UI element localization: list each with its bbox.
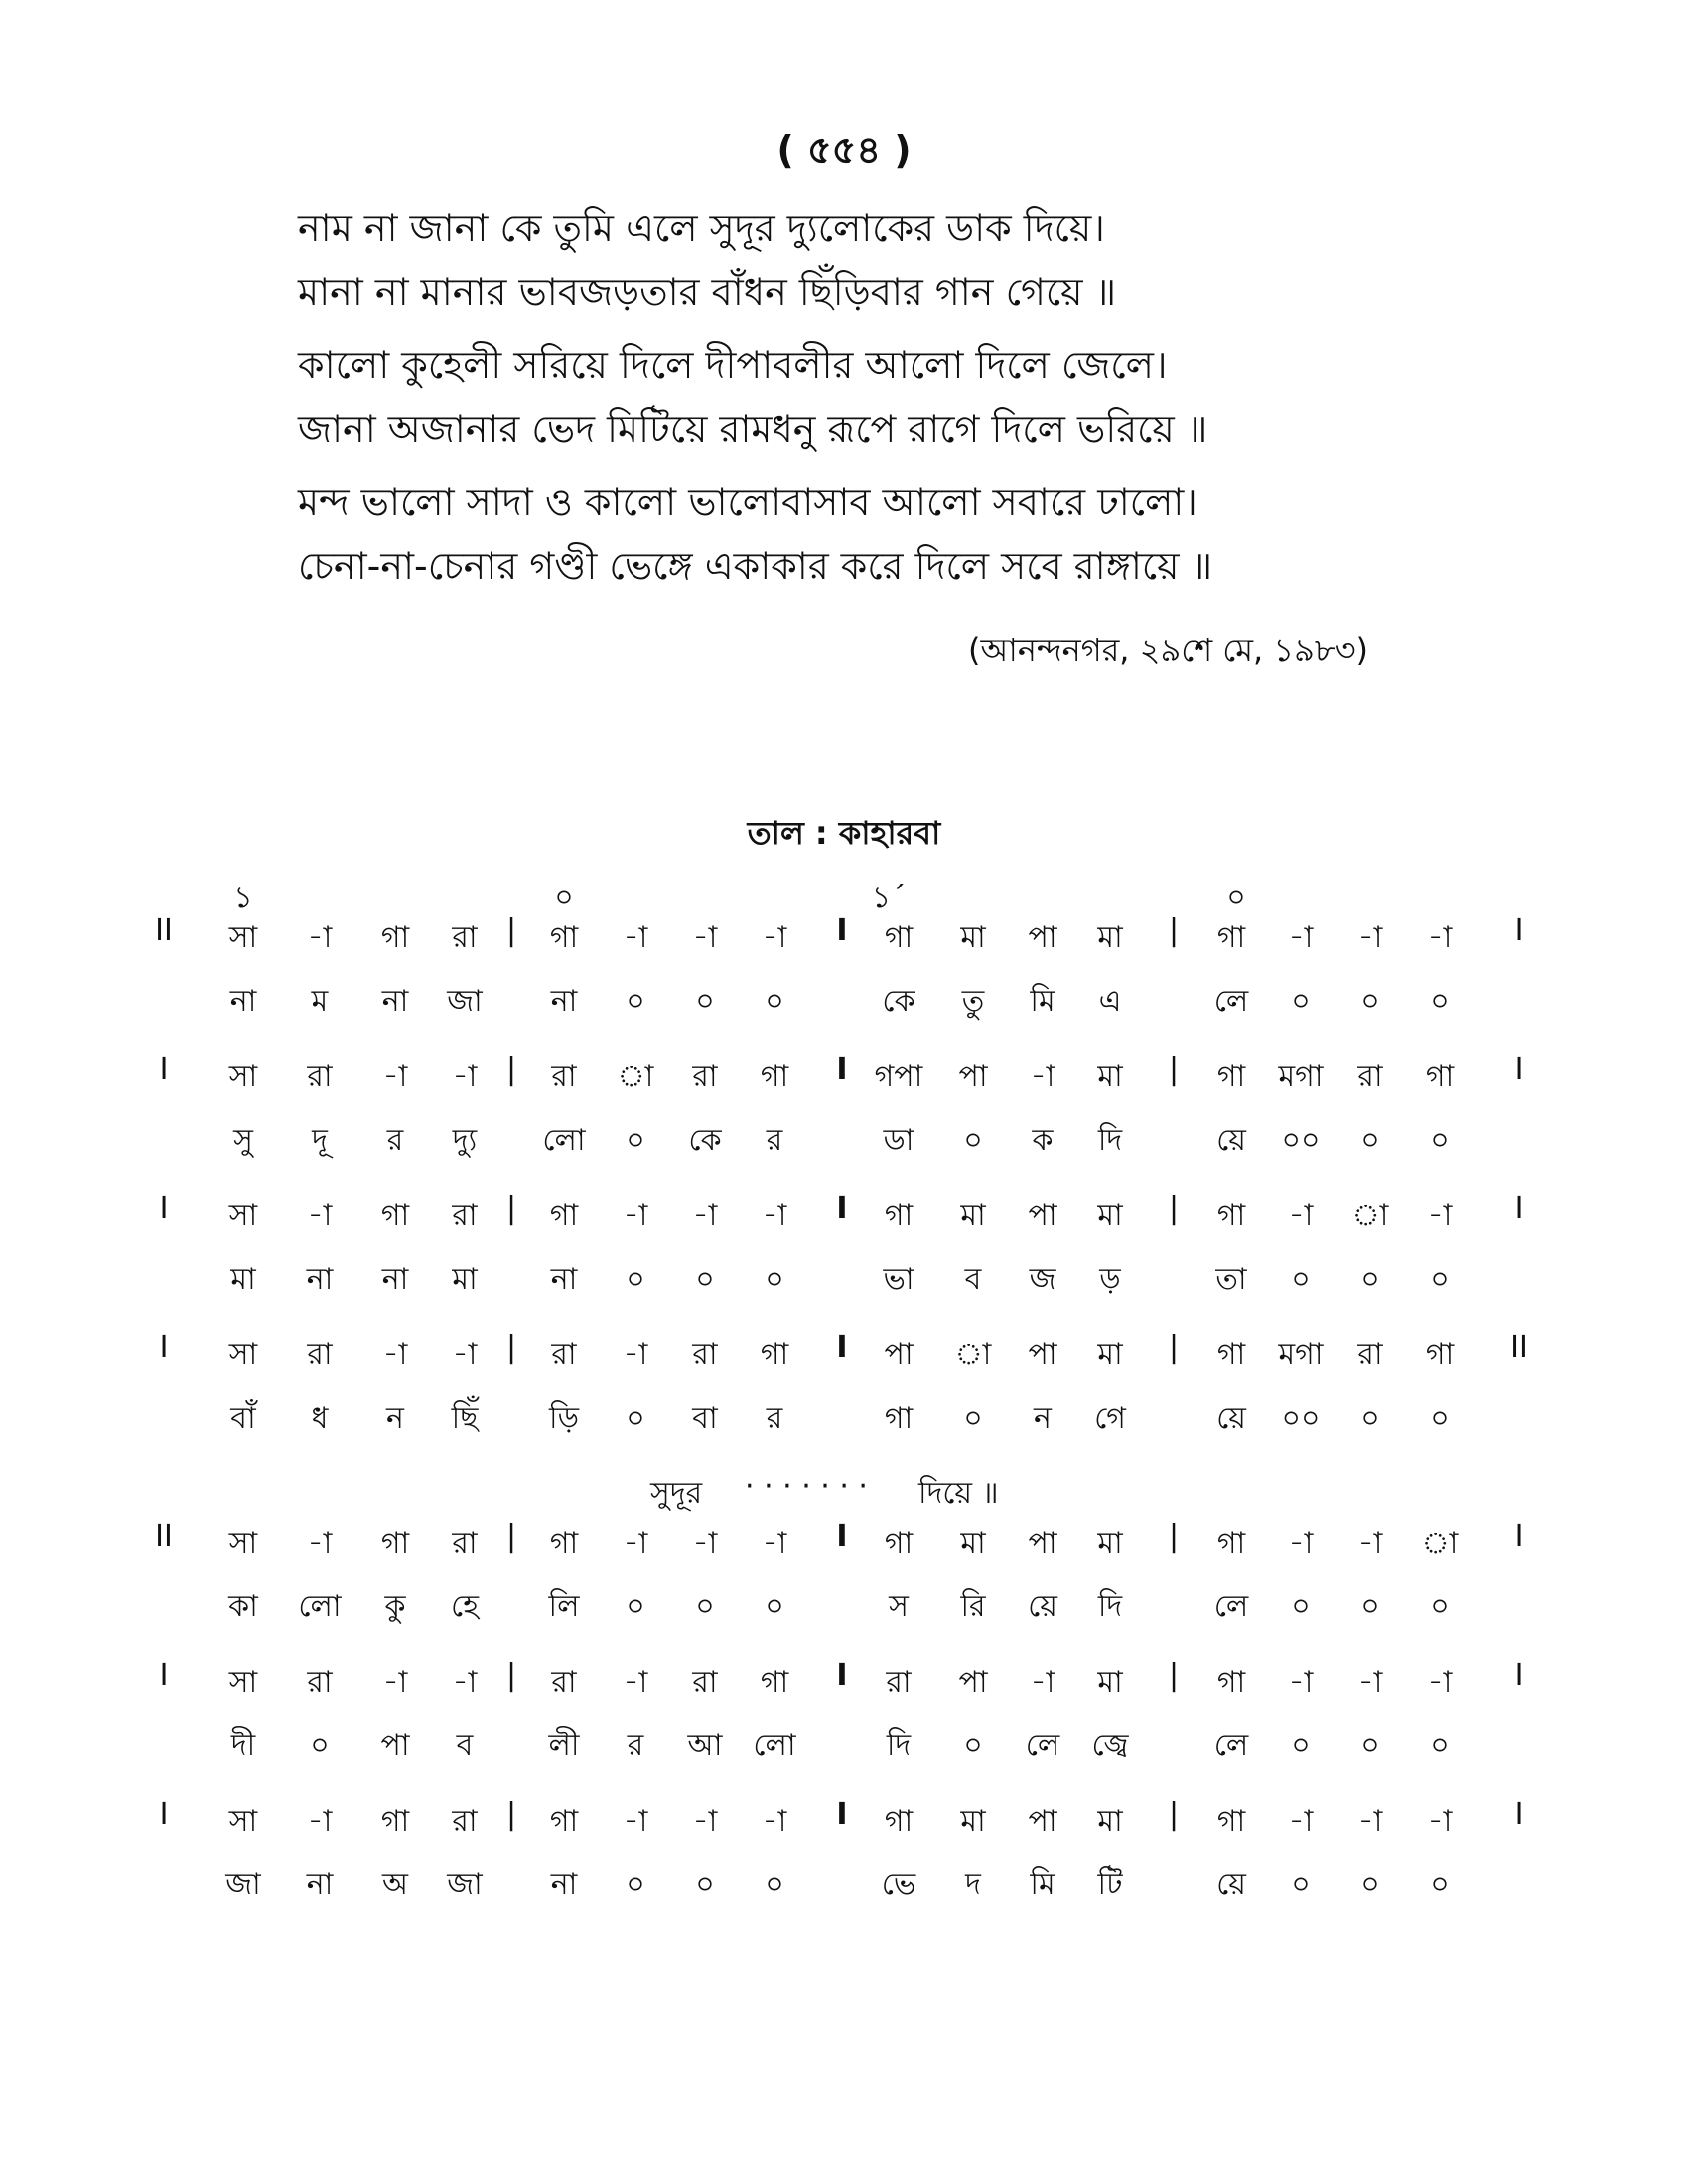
notation-syllable: ০ bbox=[1430, 1401, 1450, 1435]
notation-syllable: কা bbox=[228, 1589, 258, 1624]
swara-note: মা bbox=[1097, 1665, 1123, 1700]
swara-note: রা bbox=[307, 1665, 333, 1700]
notation-syllable: বা bbox=[692, 1401, 718, 1435]
swara-note: া bbox=[954, 1337, 992, 1372]
notation-syllable: না bbox=[550, 1867, 578, 1902]
notation-syllable: না bbox=[550, 1262, 578, 1297]
swara-note: গা bbox=[380, 1526, 410, 1561]
swara-note: গা bbox=[760, 1337, 789, 1372]
notation-syllable: না bbox=[550, 984, 578, 1019]
vibhag-separator: I bbox=[836, 1330, 848, 1365]
swara-note: গা bbox=[1216, 1526, 1246, 1561]
notation-syllable: বাঁ bbox=[230, 1401, 256, 1435]
notation-syllable: ০ bbox=[765, 1262, 784, 1297]
lyric-line: কালো কুহেলী সরিয়ে দিলে দীপাবলীর আলো দিলে জেলে। bbox=[298, 343, 1168, 387]
swara-note: গা bbox=[1216, 920, 1246, 955]
swara-note: -া bbox=[307, 1526, 333, 1561]
notation-syllable: লো bbox=[542, 1123, 586, 1158]
swara-note: মা bbox=[1097, 1526, 1123, 1561]
notation-syllable: র bbox=[766, 1401, 783, 1435]
swara-note: গা bbox=[884, 1198, 914, 1233]
swara-note: রা bbox=[1357, 1059, 1383, 1094]
vibhag-separator: | bbox=[1168, 913, 1180, 948]
vibhag-separator: | bbox=[505, 1052, 517, 1087]
swara-note: গা bbox=[1216, 1059, 1246, 1094]
repeat-line-start: সুদূর bbox=[650, 1476, 703, 1511]
notation-syllable: লী bbox=[548, 1728, 580, 1763]
notation-syllable: ০ bbox=[963, 1123, 983, 1158]
notation-syllable: ন bbox=[386, 1401, 404, 1435]
closing-barline: II bbox=[1510, 1330, 1528, 1365]
swara-note: গা bbox=[380, 920, 410, 955]
notation-syllable: ০ bbox=[1360, 984, 1380, 1019]
swara-note: পা bbox=[1028, 1337, 1057, 1372]
swara-note: -া bbox=[692, 920, 718, 955]
opening-barline: I bbox=[159, 1797, 169, 1832]
notation-syllable: মা bbox=[452, 1262, 478, 1297]
swara-note: া bbox=[1421, 1526, 1459, 1561]
notation-syllable: য়ে bbox=[1216, 1401, 1246, 1435]
notation-syllable: মি bbox=[1030, 1867, 1055, 1902]
notation-syllable: ০ bbox=[1430, 1867, 1450, 1902]
swara-note: মগা bbox=[1278, 1059, 1324, 1094]
swara-note: গা bbox=[1216, 1337, 1246, 1372]
notation-syllable: লে bbox=[1213, 1728, 1249, 1763]
notation-syllable: জ্বে bbox=[1091, 1728, 1129, 1763]
swara-note: -া bbox=[307, 1198, 333, 1233]
repeat-line-end: দিয়ে ॥ bbox=[918, 1476, 999, 1511]
notation-syllable: ০ bbox=[1360, 1867, 1380, 1902]
notation-syllable: ০ bbox=[1360, 1728, 1380, 1763]
swara-note: -া bbox=[762, 1198, 787, 1233]
notation-syllable: ০ bbox=[1430, 1728, 1450, 1763]
swara-note: -া bbox=[382, 1337, 408, 1372]
swara-note: পা bbox=[1028, 1198, 1057, 1233]
swara-note: রা bbox=[886, 1665, 912, 1700]
swara-note: -া bbox=[382, 1665, 408, 1700]
closing-barline: I bbox=[1514, 913, 1524, 948]
notation-syllable: ০ bbox=[695, 1262, 715, 1297]
notation-syllable: টি bbox=[1097, 1867, 1123, 1902]
opening-barline: II bbox=[155, 1519, 173, 1554]
notation-syllable: এ bbox=[1098, 984, 1122, 1019]
swara-note: মা bbox=[1097, 1059, 1123, 1094]
swara-note: গা bbox=[380, 1198, 410, 1233]
vibhag-separator: | bbox=[1168, 1519, 1180, 1554]
notation-block bbox=[0, 1052, 1688, 1201]
swara-note: -া bbox=[1357, 1665, 1383, 1700]
notation-syllable: ধ bbox=[311, 1401, 329, 1435]
notation-syllable: ছিঁ bbox=[451, 1401, 479, 1435]
notation-block bbox=[0, 1330, 1688, 1479]
notation-syllable: লো bbox=[753, 1728, 796, 1763]
vibhag-separator: I bbox=[836, 1052, 848, 1087]
swara-note: পা bbox=[1028, 1804, 1057, 1839]
swara-note: -া bbox=[692, 1526, 718, 1561]
swara-note: া bbox=[1351, 1198, 1389, 1233]
vibhag-separator: | bbox=[505, 1330, 517, 1365]
notation-syllable: ০ bbox=[1360, 1589, 1380, 1624]
swara-note: -া bbox=[1427, 1198, 1453, 1233]
swara-note: গা bbox=[1425, 1337, 1455, 1372]
notation-syllable: লে bbox=[1025, 1728, 1060, 1763]
notation-syllable: মি bbox=[1030, 984, 1055, 1019]
lyric-line: মানা না মানার ভাবজড়তার বাঁধন ছিঁড়িবার গান গেয়ে ॥ bbox=[298, 270, 1117, 314]
swara-note: -া bbox=[692, 1198, 718, 1233]
swara-note: -া bbox=[623, 920, 648, 955]
vibhag-separator: | bbox=[1168, 1330, 1180, 1365]
taal-title: তাল : কাহারবা bbox=[747, 814, 941, 852]
notation-syllable: ০ bbox=[765, 1867, 784, 1902]
swara-note: গা bbox=[380, 1804, 410, 1839]
vibhag-separator: | bbox=[505, 1658, 517, 1693]
vibhag-separator: | bbox=[505, 1519, 517, 1554]
notation-syllable: ০ bbox=[1430, 984, 1450, 1019]
notation-syllable: ক bbox=[1032, 1123, 1054, 1158]
notation-syllable: দি bbox=[886, 1728, 912, 1763]
lyrics-stanza-1 bbox=[298, 197, 1116, 324]
opening-barline: I bbox=[159, 1658, 169, 1693]
colophon: (আনন্দনগর, ২৯শে মে, ১৯৮৩) bbox=[968, 631, 1368, 669]
notation-syllable: ০ bbox=[963, 1401, 983, 1435]
swara-note: -া bbox=[1288, 1665, 1314, 1700]
swara-note: -া bbox=[1288, 1198, 1314, 1233]
swara-note: রা bbox=[551, 1337, 577, 1372]
notation-syllable: কে bbox=[882, 984, 915, 1019]
notation-syllable: ০ bbox=[695, 1867, 715, 1902]
notation-syllable: না bbox=[229, 984, 257, 1019]
notation-block bbox=[0, 1191, 1688, 1340]
swara-note: রা bbox=[551, 1665, 577, 1700]
notation-syllable: ০ bbox=[626, 1123, 645, 1158]
beat-markers bbox=[0, 874, 1688, 917]
notation-syllable: ০ bbox=[765, 1589, 784, 1624]
vibhag-separator: | bbox=[1168, 1797, 1180, 1832]
notation-syllable: ০ bbox=[1360, 1262, 1380, 1297]
swara-note: -া bbox=[452, 1337, 478, 1372]
swara-note: গা bbox=[549, 1526, 579, 1561]
lyric-line: চেনা-না-চেনার গণ্ডী ভেঙ্গে একাকার করে দিলে সবে রাঙ্গায়ে ॥ bbox=[298, 544, 1213, 588]
vibhag-separator: | bbox=[505, 913, 517, 948]
swara-note: া bbox=[617, 1059, 654, 1094]
swara-note: -া bbox=[1288, 1526, 1314, 1561]
notation-syllable: ভা bbox=[883, 1262, 914, 1297]
notation-syllable: ০ bbox=[1291, 1589, 1311, 1624]
notation-syllable: না bbox=[306, 1262, 334, 1297]
opening-barline: II bbox=[155, 913, 173, 948]
swara-note: গা bbox=[1216, 1804, 1246, 1839]
swara-note: মা bbox=[960, 1526, 986, 1561]
notation-syllable: স bbox=[889, 1589, 909, 1624]
notation-syllable: অ bbox=[382, 1867, 408, 1902]
opening-barline: I bbox=[159, 1191, 169, 1226]
notation-syllable: ০ bbox=[1430, 1123, 1450, 1158]
notation-syllable: ড়ি bbox=[548, 1401, 579, 1435]
lyrics-stanza-2 bbox=[298, 334, 1207, 461]
swara-note: মা bbox=[960, 1804, 986, 1839]
notation-syllable: ০ bbox=[626, 1262, 645, 1297]
notation-syllable: র bbox=[766, 1123, 783, 1158]
notation-syllable: ০ bbox=[1291, 1867, 1311, 1902]
notation-syllable: লি bbox=[548, 1589, 580, 1624]
notation-syllable: ০ bbox=[1291, 984, 1311, 1019]
notation-syllable: লো bbox=[298, 1589, 342, 1624]
swara-note: রা bbox=[452, 1526, 478, 1561]
notation-syllable: লে bbox=[1213, 1589, 1249, 1624]
notation-syllable: পা bbox=[380, 1728, 410, 1763]
swara-note: -া bbox=[1427, 920, 1453, 955]
swara-note: -া bbox=[1357, 920, 1383, 955]
notation-syllable: দি bbox=[1097, 1123, 1123, 1158]
notation-syllable: লে bbox=[1213, 984, 1249, 1019]
swara-note: -া bbox=[452, 1665, 478, 1700]
swara-note: -া bbox=[623, 1804, 648, 1839]
notation-syllable: জা bbox=[225, 1867, 261, 1902]
lyric-line: নাম না জানা কে তুমি এলে সুদূর দ্যুলোকের ডাক দিয়ে। bbox=[298, 206, 1105, 250]
swara-note: গা bbox=[884, 1526, 914, 1561]
swara-note: রা bbox=[692, 1059, 718, 1094]
notation-syllable: য়ে bbox=[1216, 1867, 1246, 1902]
notation-syllable: ০ bbox=[963, 1728, 983, 1763]
notation-syllable: র bbox=[627, 1728, 644, 1763]
notation-syllable: দী bbox=[230, 1728, 256, 1763]
vibhag-separator: | bbox=[1168, 1658, 1180, 1693]
swara-note: -া bbox=[1288, 920, 1314, 955]
swara-note: রা bbox=[692, 1337, 718, 1372]
notation-syllable: সু bbox=[233, 1123, 253, 1158]
swara-note: -া bbox=[623, 1198, 648, 1233]
page-number: ( ৫৫৪ ) bbox=[776, 128, 912, 172]
swara-note: গপা bbox=[874, 1059, 923, 1094]
notation-syllable: ০০ bbox=[1281, 1123, 1321, 1158]
vibhag-separator: I bbox=[836, 1191, 848, 1226]
swara-note: রা bbox=[692, 1665, 718, 1700]
notation-syllable: ০ bbox=[1430, 1262, 1450, 1297]
notation-syllable: না bbox=[381, 984, 409, 1019]
notation-syllable: য়ে bbox=[1028, 1589, 1057, 1624]
beat-marker: ১ bbox=[233, 881, 253, 915]
swara-note: গা bbox=[549, 1804, 579, 1839]
swara-note: গা bbox=[884, 920, 914, 955]
swara-note: সা bbox=[228, 1665, 258, 1700]
swara-note: সা bbox=[228, 1059, 258, 1094]
notation-syllable: গা bbox=[884, 1401, 914, 1435]
notation-syllable: আ bbox=[687, 1728, 723, 1763]
notation-syllable: ০ bbox=[1430, 1589, 1450, 1624]
closing-barline: I bbox=[1514, 1797, 1524, 1832]
repeat-line bbox=[0, 1469, 1688, 1509]
vibhag-separator: I bbox=[836, 1658, 848, 1693]
swara-note: পা bbox=[958, 1665, 988, 1700]
swara-note: রা bbox=[452, 1804, 478, 1839]
notation-syllable: না bbox=[381, 1262, 409, 1297]
notation-syllable: ০ bbox=[1291, 1262, 1311, 1297]
notation-syllable: ডা bbox=[883, 1123, 914, 1158]
swara-note: মা bbox=[1097, 1198, 1123, 1233]
swara-note: গা bbox=[884, 1804, 914, 1839]
swara-note: -া bbox=[762, 920, 787, 955]
lyric-line: মন্দ ভালো সাদা ও কালো ভালোবাসাব আলো সবারে ঢালো। bbox=[298, 480, 1197, 524]
vibhag-separator: | bbox=[505, 1797, 517, 1832]
notation-syllable: তা bbox=[1215, 1262, 1247, 1297]
swara-note: -া bbox=[452, 1059, 478, 1094]
notation-syllable: ০ bbox=[626, 984, 645, 1019]
lyric-line: জানা অজানার ভেদ মিটিয়ে রামধনু রূপে রাগে দিলে ভরিয়ে ॥ bbox=[298, 407, 1208, 451]
vibhag-separator: | bbox=[1168, 1191, 1180, 1226]
notation-syllable: ০ bbox=[765, 984, 784, 1019]
swara-note: -া bbox=[1030, 1665, 1055, 1700]
notation-syllable: কু bbox=[384, 1589, 406, 1624]
notation-syllable: কে bbox=[688, 1123, 722, 1158]
notation-block bbox=[0, 1797, 1688, 1946]
notation-syllable: জা bbox=[447, 1867, 483, 1902]
swara-note: গা bbox=[549, 920, 579, 955]
notation-syllable: মা bbox=[230, 1262, 256, 1297]
notation-block bbox=[0, 1658, 1688, 1807]
closing-barline: I bbox=[1514, 1191, 1524, 1226]
swara-note: সা bbox=[228, 1198, 258, 1233]
notation-syllable: ০ bbox=[626, 1867, 645, 1902]
notation-syllable: রি bbox=[960, 1589, 986, 1624]
notation-syllable: ন bbox=[1034, 1401, 1052, 1435]
swara-note: সা bbox=[228, 1804, 258, 1839]
swara-note: রা bbox=[551, 1059, 577, 1094]
swara-note: -া bbox=[762, 1804, 787, 1839]
beat-marker: ০ bbox=[1226, 881, 1246, 915]
notation-syllable: ভে bbox=[881, 1867, 916, 1902]
swara-note: -া bbox=[307, 920, 333, 955]
notation-syllable: দ bbox=[965, 1867, 981, 1902]
repeat-line-dots: · · · · · · · bbox=[745, 1469, 868, 1504]
swara-note: -া bbox=[762, 1526, 787, 1561]
vibhag-separator: I bbox=[836, 1797, 848, 1832]
swara-note: -া bbox=[623, 1665, 648, 1700]
vibhag-separator: | bbox=[1168, 1052, 1180, 1087]
notation-syllable: ড় bbox=[1099, 1262, 1121, 1297]
swara-note: গা bbox=[760, 1665, 789, 1700]
notation-syllable: ০ bbox=[626, 1401, 645, 1435]
notation-syllable: ০০ bbox=[1281, 1401, 1321, 1435]
closing-barline: I bbox=[1514, 1519, 1524, 1554]
closing-barline: I bbox=[1514, 1658, 1524, 1693]
notation-syllable: র bbox=[386, 1123, 404, 1158]
notation-syllable: য়ে bbox=[1216, 1123, 1246, 1158]
opening-barline: I bbox=[159, 1330, 169, 1365]
swara-note: -া bbox=[1030, 1059, 1055, 1094]
notation-block bbox=[0, 913, 1688, 1062]
swara-note: -া bbox=[382, 1059, 408, 1094]
beat-marker: ০ bbox=[554, 881, 574, 915]
swara-note: -া bbox=[1427, 1665, 1453, 1700]
vibhag-separator: I bbox=[836, 913, 848, 948]
vibhag-separator: | bbox=[505, 1191, 517, 1226]
notation-syllable: ০ bbox=[695, 1589, 715, 1624]
swara-note: পা bbox=[884, 1337, 914, 1372]
swara-note: মা bbox=[1097, 1804, 1123, 1839]
swara-note: গা bbox=[1216, 1198, 1246, 1233]
beat-marker: ১´ bbox=[871, 881, 907, 915]
notation-syllable: ব bbox=[456, 1728, 474, 1763]
swara-note: রা bbox=[452, 920, 478, 955]
swara-note: রা bbox=[307, 1337, 333, 1372]
swara-note: -া bbox=[1357, 1526, 1383, 1561]
swara-note: -া bbox=[1357, 1804, 1383, 1839]
swara-note: রা bbox=[1357, 1337, 1383, 1372]
swara-note: গা bbox=[760, 1059, 789, 1094]
notation-syllable: জা bbox=[447, 984, 483, 1019]
swara-note: মগা bbox=[1278, 1337, 1324, 1372]
swara-note: -া bbox=[1427, 1804, 1453, 1839]
notation-syllable: জ bbox=[1029, 1262, 1056, 1297]
notation-syllable: ০ bbox=[626, 1589, 645, 1624]
swara-note: সা bbox=[228, 1337, 258, 1372]
notation-syllable: ০ bbox=[1291, 1728, 1311, 1763]
swara-note: রা bbox=[452, 1198, 478, 1233]
swara-note: পা bbox=[958, 1059, 988, 1094]
swara-note: গা bbox=[1425, 1059, 1455, 1094]
swara-note: -া bbox=[307, 1804, 333, 1839]
notation-syllable: ০ bbox=[310, 1728, 330, 1763]
notation-syllable: না bbox=[306, 1867, 334, 1902]
swara-note: -া bbox=[1288, 1804, 1314, 1839]
notation-syllable: ম bbox=[311, 984, 329, 1019]
notation-syllable: ব bbox=[964, 1262, 982, 1297]
swara-note: পা bbox=[1028, 920, 1057, 955]
opening-barline: I bbox=[159, 1052, 169, 1087]
swara-note: মা bbox=[1097, 1337, 1123, 1372]
swara-note: -া bbox=[692, 1804, 718, 1839]
swara-note: মা bbox=[960, 1198, 986, 1233]
notation-syllable: দূ bbox=[312, 1123, 328, 1158]
swara-note: -া bbox=[623, 1337, 648, 1372]
notation-syllable: ০ bbox=[1360, 1401, 1380, 1435]
notation-syllable: ০ bbox=[695, 984, 715, 1019]
swara-note: মা bbox=[960, 920, 986, 955]
notation-syllable: তু bbox=[961, 984, 985, 1019]
swara-note: গা bbox=[1216, 1665, 1246, 1700]
lyrics-stanza-3 bbox=[298, 471, 1212, 598]
notation-syllable: হে bbox=[451, 1589, 479, 1624]
swara-note: গা bbox=[549, 1198, 579, 1233]
swara-note: সা bbox=[228, 920, 258, 955]
notation-syllable: ০ bbox=[1360, 1123, 1380, 1158]
swara-note: মা bbox=[1097, 920, 1123, 955]
notation-syllable: দি bbox=[1097, 1589, 1123, 1624]
swara-note: পা bbox=[1028, 1526, 1057, 1561]
swara-note: সা bbox=[228, 1526, 258, 1561]
notation-syllable: গে bbox=[1094, 1401, 1126, 1435]
swara-note: রা bbox=[307, 1059, 333, 1094]
notation-block bbox=[0, 1519, 1688, 1668]
notation-syllable: দ্যু bbox=[452, 1123, 478, 1158]
closing-barline: I bbox=[1514, 1052, 1524, 1087]
swara-note: -া bbox=[623, 1526, 648, 1561]
vibhag-separator: I bbox=[836, 1519, 848, 1554]
